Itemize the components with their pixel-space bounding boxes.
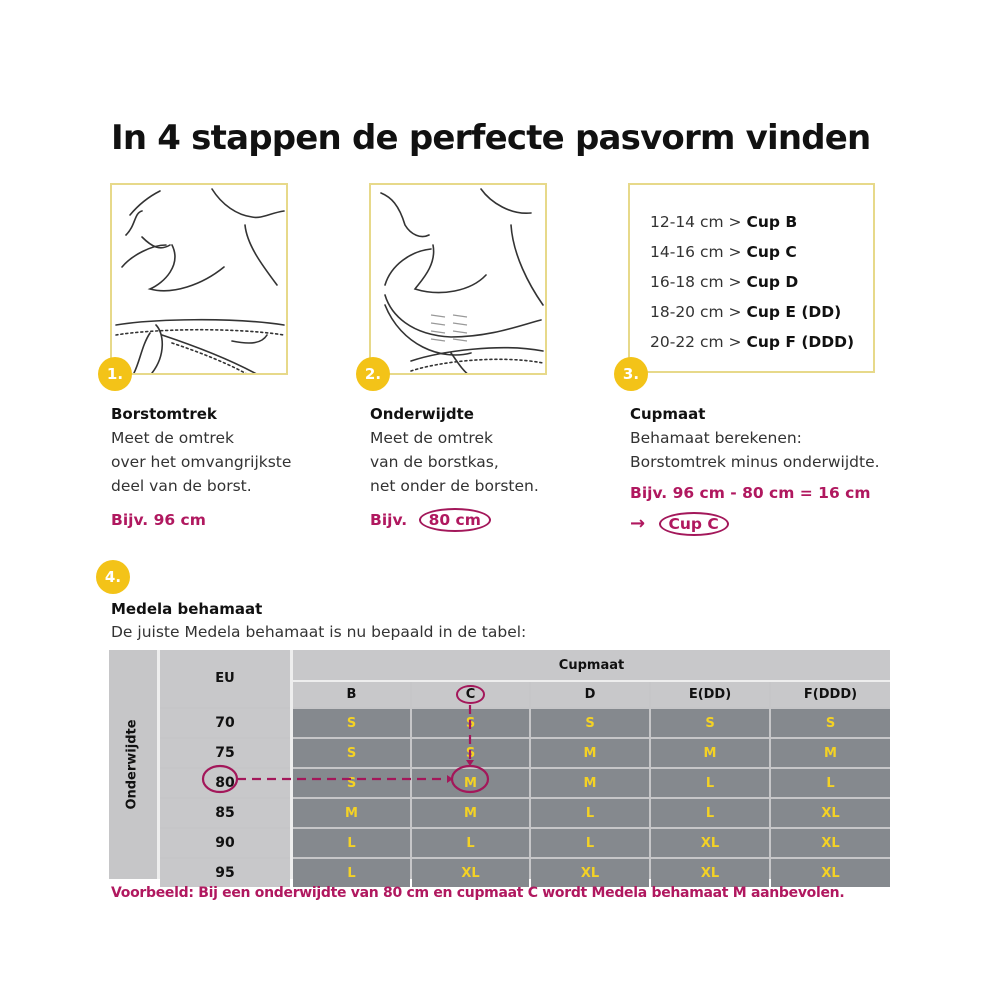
step-2-badge: 2. [356,357,390,391]
column-header-d: D [531,682,649,707]
highlighted-cup-result: Cup C [659,512,729,536]
cup-range-item: 12-14 cm > Cup B [650,213,798,231]
row-label-eu: 95 [160,859,290,887]
size-cell: L [771,769,890,797]
size-cell: M [412,769,529,797]
size-cell: S [412,709,529,737]
row-label-eu: 85 [160,799,290,827]
arrow-right-icon: → [630,513,646,534]
page-title: In 4 stappen de perfecte pasvorm vinden [111,118,871,158]
row-label-eu: 90 [160,829,290,857]
highlighted-underbust-value: 80 cm [419,508,491,532]
measuring-underbust-illustration [371,185,547,375]
column-header-b: B [293,682,410,707]
step-3-result [630,512,729,536]
step-1-example: Bijv. 96 cm [111,511,206,529]
column-header-e: E(DD) [651,682,769,707]
column-header-f: F(DDD) [771,682,890,707]
size-cell: XL [771,799,890,827]
cup-range-item: 18-20 cm > Cup E (DD) [650,303,842,321]
size-cell: XL [412,859,529,887]
step-1-heading: Borstomtrek [111,405,217,423]
step-3-example: Bijv. 96 cm - 80 cm = 16 cm [630,484,871,502]
size-cell: L [531,829,649,857]
step-3-description: Behamaat berekenen: Borstomtrek minus onderwijdte. [630,429,880,471]
row-label-eu: 70 [160,709,290,737]
cup-range-item: 16-18 cm > Cup D [650,273,799,291]
step-4-heading: Medela behamaat [111,600,263,618]
cup-range-item: 20-22 cm > Cup F (DDD) [650,333,855,351]
cup-range-item: 14-16 cm > Cup C [650,243,797,261]
size-cell: S [293,709,410,737]
size-cell: M [771,739,890,767]
size-cell: L [531,799,649,827]
size-cell: S [771,709,890,737]
size-cell: L [293,859,410,887]
size-cell: XL [531,859,649,887]
highlight-path [109,650,890,879]
size-cell: M [531,739,649,767]
step-2-illustration-frame [369,183,547,375]
size-cell: M [293,799,410,827]
size-cell: S [531,709,649,737]
step-3-heading: Cupmaat [630,405,706,423]
size-cell: XL [651,829,769,857]
size-cell: L [651,769,769,797]
cup-range-list [650,207,854,357]
step-1-illustration-frame [110,183,288,375]
size-cell: M [412,799,529,827]
step-4-badge: 4. [96,560,130,594]
size-cell: XL [651,859,769,887]
step-1-description: Meet de omtrek over het omvangrijkste deel van de borst. [111,429,292,495]
step-4-description: De juiste Medela behamaat is nu bepaald in de tabel: [111,623,527,641]
measuring-bust-illustration [112,185,288,375]
step-1-badge: 1. [98,357,132,391]
column-header-c: C [412,682,529,707]
step-2-example: Bijv. 80 cm [370,508,491,532]
size-cell: M [651,739,769,767]
size-table [109,650,890,879]
size-cell: M [531,769,649,797]
size-cell: S [412,739,529,767]
step-3-badge: 3. [614,357,648,391]
size-cell: XL [771,859,890,887]
step-3-cup-table-frame [628,183,875,373]
row-label-eu: 80 [160,769,290,797]
cupmaat-header: Cupmaat [293,650,890,680]
step-2-description: Meet de omtrek van de borstkas, net onder de borsten. [370,429,539,495]
size-cell: S [293,769,410,797]
size-cell: L [412,829,529,857]
row-label-eu: 75 [160,739,290,767]
size-cell: L [293,829,410,857]
eu-header: EU [160,650,290,707]
size-cell: S [293,739,410,767]
example-note: Voorbeeld: Bij een onderwijdte van 80 cm en cupmaat C wordt Medela behamaat M aanbevolen. [111,885,845,901]
size-cell: XL [771,829,890,857]
size-cell: L [651,799,769,827]
row-axis-label: Onderwijdte [124,719,140,810]
step-2-heading: Onderwijdte [370,405,474,423]
size-cell: S [651,709,769,737]
